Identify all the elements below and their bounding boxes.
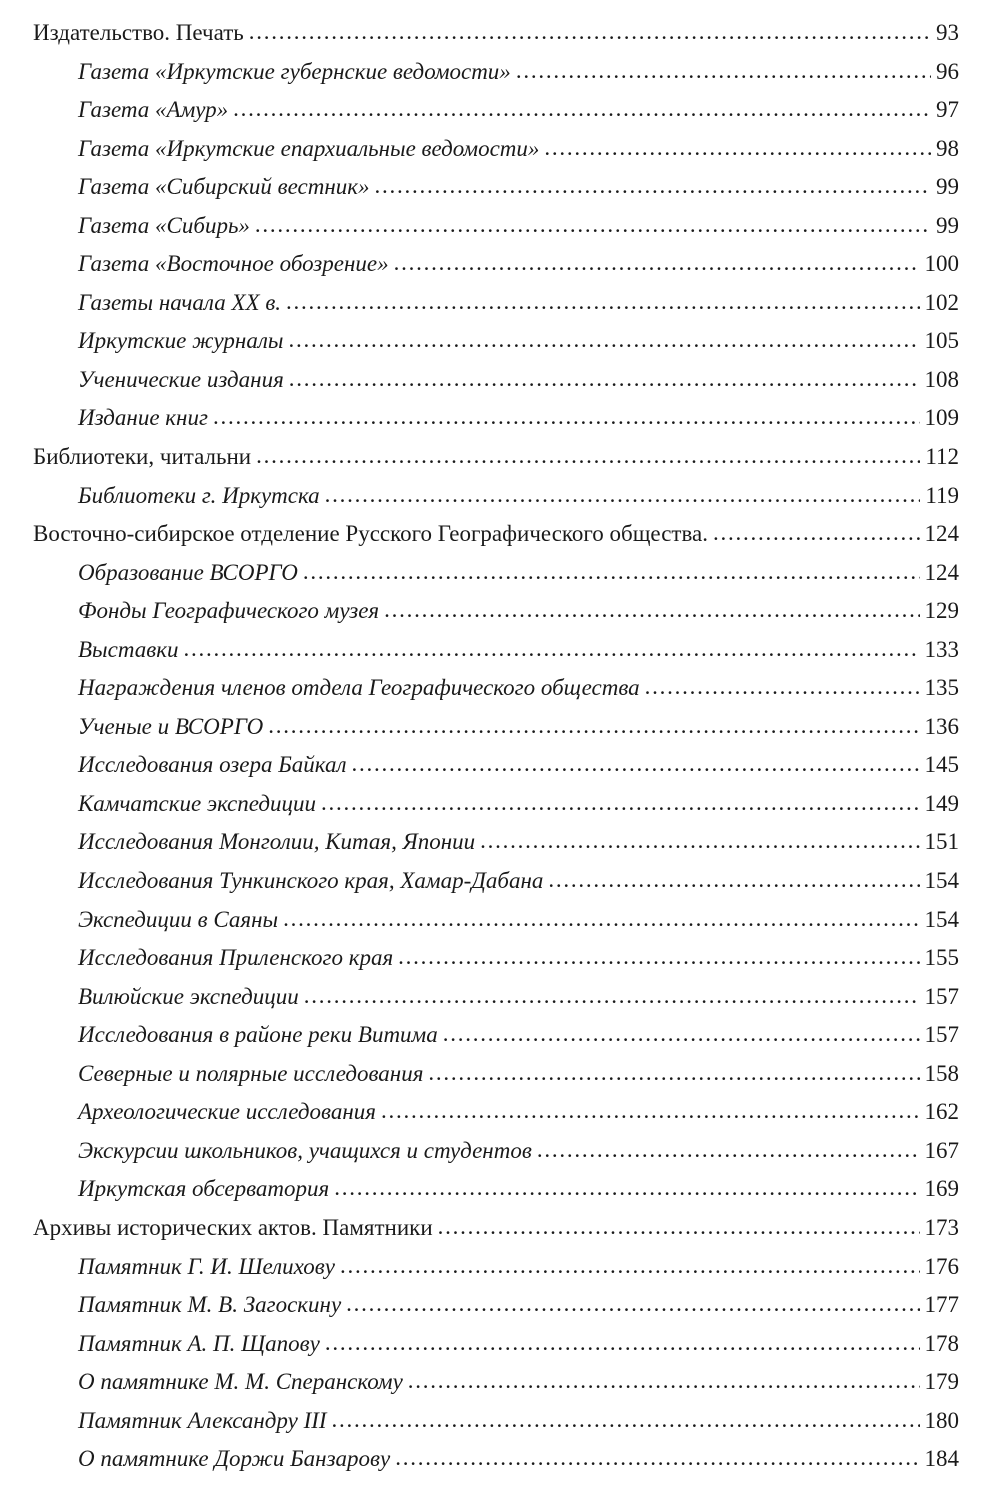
toc-subsection-entry xyxy=(0,939,1000,978)
toc-subsection-entry xyxy=(0,901,1000,940)
dot-leader xyxy=(713,514,920,553)
toc-subsection-entry xyxy=(0,207,1000,246)
toc-entry-title: Археологические исследования xyxy=(78,1099,376,1125)
toc-section-entry xyxy=(0,515,1000,554)
toc-entry-title: Памятник А. П. Щапову xyxy=(78,1330,320,1356)
dot-leader xyxy=(255,206,931,245)
toc-entry-title: Выставки xyxy=(78,636,179,662)
dot-leader xyxy=(516,52,931,91)
toc-entry-page-number: 167 xyxy=(924,1137,959,1163)
toc-entry-page-number: 154 xyxy=(924,906,959,932)
toc-entry-page-number: 149 xyxy=(924,790,959,816)
toc-entry-page-number: 157 xyxy=(924,983,959,1009)
toc-entry-page-number: 158 xyxy=(924,1060,959,1086)
toc-entry-title: Экспедиции в Саяны xyxy=(78,906,279,932)
toc-subsection-entry xyxy=(0,1055,1000,1094)
dot-leader xyxy=(183,630,919,669)
dot-leader xyxy=(548,861,919,900)
toc-subsection-entry xyxy=(0,1248,1000,1287)
toc-entry-title: О памятнике М. М. Сперанскому xyxy=(78,1369,403,1395)
toc-entry-title: Северные и полярные исследования xyxy=(78,1060,424,1086)
toc-entry-page-number: 124 xyxy=(924,521,959,547)
toc-entry-title: Ученые и ВСОРГО xyxy=(78,713,264,739)
dot-leader xyxy=(381,1092,920,1131)
toc-entry-title: Издание книг xyxy=(78,405,208,431)
dot-leader xyxy=(268,707,919,746)
toc-subsection-entry xyxy=(0,1132,1000,1171)
toc-entry-title: Газета «Сибирский вестник» xyxy=(78,174,370,200)
toc-entry-page-number: 99 xyxy=(936,174,959,200)
toc-subsection-entry xyxy=(0,1016,1000,1055)
toc-subsection-entry xyxy=(0,554,1000,593)
toc-entry-title: Памятник Александру III xyxy=(78,1407,327,1433)
toc-subsection-entry xyxy=(0,91,1000,130)
toc-entry-page-number: 93 xyxy=(936,20,959,45)
dot-leader xyxy=(233,90,931,129)
toc-entry-page-number: 133 xyxy=(924,636,959,662)
dot-leader xyxy=(408,1362,920,1401)
table-of-contents xyxy=(0,14,1000,1479)
toc-entry-page-number: 162 xyxy=(924,1099,959,1125)
toc-entry-page-number: 176 xyxy=(924,1253,959,1279)
toc-subsection-entry xyxy=(0,785,1000,824)
toc-subsection-entry xyxy=(0,1402,1000,1441)
toc-entry-title: Фонды Географического музея xyxy=(78,598,380,624)
toc-subsection-entry xyxy=(0,322,1000,361)
toc-entry-title: Газета «Иркутские епархиальные ведомости» xyxy=(78,135,540,161)
toc-subsection-entry xyxy=(0,245,1000,284)
toc-entry-page-number: 155 xyxy=(924,945,959,971)
dot-leader xyxy=(303,553,920,592)
toc-entry-page-number: 96 xyxy=(936,58,959,84)
dot-leader xyxy=(395,1439,919,1478)
toc-entry-page-number: 173 xyxy=(924,1214,959,1240)
toc-entry-title: Восточно-сибирское отделение Русского Географического общества. xyxy=(33,521,708,547)
toc-subsection-entry xyxy=(0,477,1000,516)
toc-subsection-entry xyxy=(0,669,1000,708)
toc-entry-title: Газета «Восточное обозрение» xyxy=(78,251,389,277)
dot-leader xyxy=(325,1324,920,1363)
dot-leader xyxy=(321,784,920,823)
toc-subsection-entry xyxy=(0,361,1000,400)
dot-leader xyxy=(645,668,920,707)
toc-entry-page-number: 99 xyxy=(936,212,959,238)
toc-subsection-entry xyxy=(0,1286,1000,1325)
dot-leader xyxy=(286,283,919,322)
toc-subsection-entry xyxy=(0,631,1000,670)
toc-entry-title: Исследования озера Байкал xyxy=(78,752,347,778)
toc-entry-title: Библиотеки г. Иркутска xyxy=(78,482,320,508)
toc-entry-title: Камчатские экспедиции xyxy=(78,790,316,816)
toc-entry-title: Памятник М. В. Загоскину xyxy=(78,1292,342,1318)
toc-entry-page-number: 151 xyxy=(924,829,959,855)
dot-leader xyxy=(544,129,931,168)
toc-section-entry xyxy=(0,14,1000,53)
toc-subsection-entry xyxy=(0,130,1000,169)
dot-leader xyxy=(283,900,919,939)
dot-leader xyxy=(428,1054,919,1093)
dot-leader xyxy=(334,1169,919,1208)
toc-entry-title: Газета «Амур» xyxy=(78,97,229,123)
dot-leader xyxy=(289,360,920,399)
dot-leader xyxy=(394,244,920,283)
toc-entry-title: Издательство. Печать xyxy=(33,20,244,45)
toc-entry-page-number: 169 xyxy=(924,1176,959,1202)
toc-entry-page-number: 98 xyxy=(936,135,959,161)
toc-subsection-entry xyxy=(0,399,1000,438)
toc-subsection-entry xyxy=(0,284,1000,323)
dot-leader xyxy=(398,938,919,977)
toc-entry-page-number: 105 xyxy=(924,328,959,354)
toc-entry-title: Иркутская обсерватория xyxy=(78,1176,330,1202)
toc-entry-title: Награждения членов отдела Географического общества xyxy=(78,675,640,701)
dot-leader xyxy=(256,437,920,476)
dot-leader xyxy=(325,476,921,515)
toc-entry-title: Архивы исторических актов. Памятники xyxy=(33,1214,433,1240)
toc-entry-page-number: 97 xyxy=(936,97,959,123)
dot-leader xyxy=(213,398,920,437)
dot-leader xyxy=(288,321,919,360)
toc-entry-page-number: 124 xyxy=(924,559,959,585)
toc-entry-page-number: 180 xyxy=(924,1407,959,1433)
toc-entry-page-number: 184 xyxy=(924,1446,959,1472)
toc-subsection-entry xyxy=(0,1363,1000,1402)
toc-entry-page-number: 145 xyxy=(924,752,959,778)
toc-entry-page-number: 177 xyxy=(924,1292,959,1318)
dot-leader xyxy=(537,1131,920,1170)
toc-subsection-entry xyxy=(0,1093,1000,1132)
toc-entry-title: Исследования в районе реки Витима xyxy=(78,1022,438,1048)
toc-entry-title: Памятник Г. И. Шелихову xyxy=(78,1253,335,1279)
toc-entry-title: Экскурсии школьников, учащихся и студентов xyxy=(78,1137,532,1163)
toc-entry-title: Газета «Иркутские губернские ведомости» xyxy=(78,58,511,84)
toc-entry-page-number: 157 xyxy=(924,1022,959,1048)
toc-entry-title: Исследования Монголии, Китая, Японии xyxy=(78,829,476,855)
toc-entry-title: Библиотеки, читальни xyxy=(33,444,252,470)
dot-leader xyxy=(480,822,919,861)
toc-subsection-entry xyxy=(0,168,1000,207)
toc-entry-page-number: 129 xyxy=(924,598,959,624)
dot-leader xyxy=(443,1015,920,1054)
toc-entry-title: Ученические издания xyxy=(78,366,284,392)
toc-entry-page-number: 100 xyxy=(924,251,959,277)
toc-entry-title: Газеты начала XX в. xyxy=(78,289,282,315)
toc-entry-page-number: 154 xyxy=(924,868,959,894)
dot-leader xyxy=(352,745,920,784)
toc-subsection-entry xyxy=(0,746,1000,785)
toc-entry-title: Иркутские журналы xyxy=(78,328,284,354)
toc-entry-title: Газета «Сибирь» xyxy=(78,212,250,238)
toc-entry-page-number: 119 xyxy=(925,482,959,508)
toc-entry-page-number: 136 xyxy=(924,713,959,739)
toc-entry-page-number: 109 xyxy=(924,405,959,431)
toc-entry-page-number: 112 xyxy=(925,444,959,470)
dot-leader xyxy=(384,591,919,630)
dot-leader xyxy=(249,13,931,52)
toc-entry-title: Исследования Приленского края xyxy=(78,945,394,971)
toc-entry-page-number: 108 xyxy=(924,366,959,392)
toc-entry-title: Образование ВСОРГО xyxy=(78,559,298,585)
toc-subsection-entry xyxy=(0,862,1000,901)
dot-leader xyxy=(304,977,920,1016)
toc-section-entry xyxy=(0,438,1000,477)
toc-entry-page-number: 178 xyxy=(924,1330,959,1356)
dot-leader xyxy=(346,1285,919,1324)
toc-subsection-entry xyxy=(0,53,1000,92)
toc-entry-title: О памятнике Доржи Банзарову xyxy=(78,1446,391,1472)
toc-entry-page-number: 135 xyxy=(924,675,959,701)
toc-subsection-entry xyxy=(0,708,1000,747)
dot-leader xyxy=(340,1247,920,1286)
toc-subsection-entry xyxy=(0,1325,1000,1364)
dot-leader xyxy=(375,167,931,206)
toc-subsection-entry xyxy=(0,978,1000,1017)
toc-entry-title: Вилюйские экспедиции xyxy=(78,983,299,1009)
toc-subsection-entry xyxy=(0,823,1000,862)
dot-leader xyxy=(438,1208,920,1247)
toc-entry-page-number: 102 xyxy=(924,289,959,315)
toc-subsection-entry xyxy=(0,1170,1000,1209)
toc-section-entry xyxy=(0,1209,1000,1248)
toc-subsection-entry xyxy=(0,592,1000,631)
toc-entry-title: Исследования Тункинского края, Хамар-Дабана xyxy=(78,868,544,894)
toc-subsection-entry xyxy=(0,1440,1000,1479)
dot-leader xyxy=(332,1401,920,1440)
toc-entry-page-number: 179 xyxy=(924,1369,959,1395)
